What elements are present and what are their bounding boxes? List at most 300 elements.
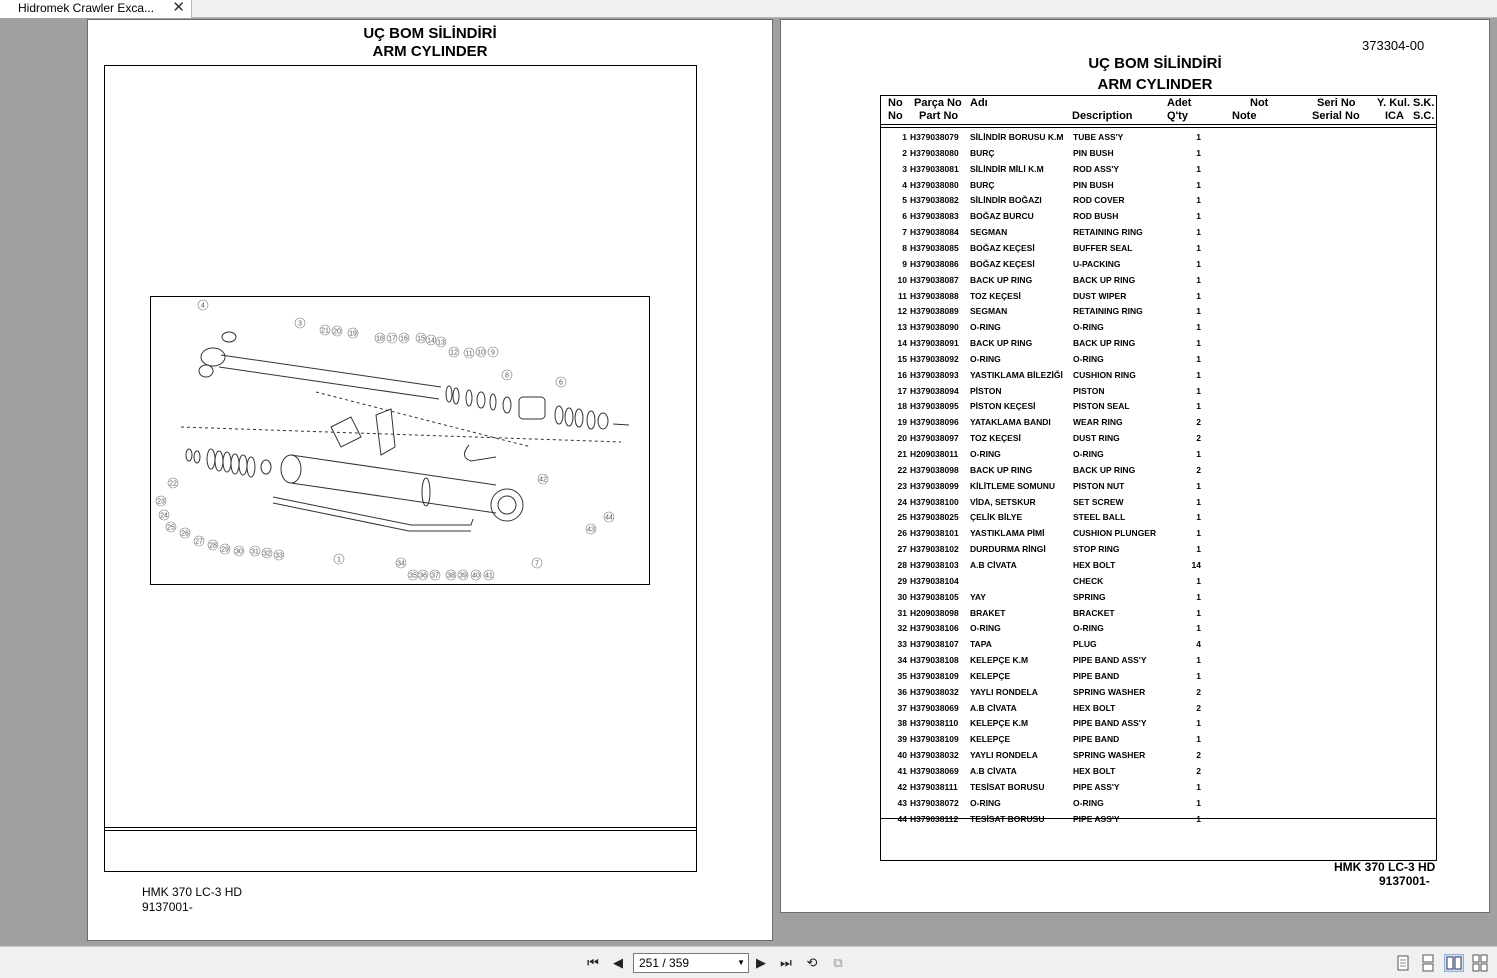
- row-number: 12: [897, 306, 907, 317]
- diagram-callout-label: 14: [427, 337, 435, 345]
- header-serial-tr: Seri No: [1317, 97, 1356, 109]
- diagram-callout-label: 16: [400, 335, 408, 343]
- part-description: SET SCREW: [1073, 496, 1124, 507]
- table-row: [881, 319, 1436, 335]
- part-number: H379038090: [910, 322, 959, 333]
- part-quantity: 1: [1196, 781, 1201, 792]
- right-footer-serial: 9137001-: [1379, 874, 1430, 888]
- row-number: 33: [897, 639, 907, 650]
- part-name-tr: KELEPÇE: [970, 734, 1011, 745]
- part-description: BACK UP RING: [1073, 338, 1136, 349]
- part-number: H379038102: [910, 544, 959, 555]
- part-quantity: 1: [1196, 322, 1201, 333]
- part-number: H379038025: [910, 512, 959, 523]
- row-number: 14: [897, 338, 907, 349]
- part-name-tr: VİDA, SETSKUR: [970, 496, 1036, 507]
- diagram-callout-label: 32: [263, 550, 271, 558]
- diagram-callout-label: 12: [450, 349, 458, 357]
- part-description: O-RING: [1073, 623, 1104, 634]
- page-number-display: 251 / 359: [639, 956, 690, 970]
- diagram-callout-label: 40: [472, 572, 480, 580]
- row-number: 27: [897, 544, 907, 555]
- part-quantity: 1: [1196, 353, 1201, 364]
- diagram-callout-label: 31: [251, 548, 259, 556]
- part-number: H379038101: [910, 528, 959, 539]
- copy-icon[interactable]: ⧉: [833, 955, 843, 970]
- part-number: H209038011: [910, 449, 959, 459]
- part-description: O-RING: [1073, 449, 1104, 459]
- table-row: [881, 652, 1436, 668]
- row-number: 2: [902, 147, 907, 158]
- part-name-tr: BRAKET: [970, 607, 1006, 618]
- diagram-callout-label: 22: [169, 480, 177, 488]
- part-quantity: 1: [1196, 575, 1201, 586]
- row-number: 28: [897, 559, 907, 570]
- row-number: 8: [902, 242, 907, 253]
- part-name-tr: KİLİTLEME SOMUNU: [970, 480, 1055, 491]
- row-number: 43: [897, 797, 907, 808]
- table-row: [881, 509, 1436, 525]
- part-number: H379038106: [910, 623, 959, 634]
- part-name-tr: O-RING: [970, 623, 1001, 634]
- diagram-callout-label: 1: [337, 556, 341, 564]
- part-number: H379038087: [910, 274, 959, 285]
- table-row: [881, 763, 1436, 779]
- part-name-tr: YAYLI RONDELA: [970, 686, 1038, 697]
- diagram-callout-label: 43: [587, 526, 595, 534]
- diagram-callout-label: 25: [167, 524, 175, 532]
- part-quantity: 1: [1196, 591, 1201, 602]
- part-quantity: 1: [1196, 179, 1201, 190]
- part-number: H379038085: [910, 242, 959, 253]
- part-name-tr: SİLİNDİR BORUSU K.M: [970, 132, 1064, 142]
- row-number: 19: [897, 417, 907, 428]
- part-quantity: 1: [1196, 147, 1201, 158]
- part-quantity: 2: [1196, 766, 1201, 776]
- diagram-callout-label: 24: [160, 512, 168, 520]
- part-name-tr: BOĞAZ BURCU: [970, 211, 1034, 222]
- first-page-icon[interactable]: ⏮: [587, 955, 599, 970]
- diagram-callout-label: 10: [477, 349, 485, 357]
- part-quantity: 1: [1196, 607, 1201, 618]
- diagram-callout-label: 13: [437, 339, 445, 347]
- part-quantity: 1: [1196, 195, 1201, 206]
- table-row: [881, 462, 1436, 478]
- table-row: [881, 478, 1436, 494]
- table-row: [881, 414, 1436, 430]
- diagram-callout-label: 34: [397, 560, 405, 568]
- part-number: H379038098: [910, 464, 959, 475]
- diagram-callout-label: 4: [201, 302, 205, 310]
- part-description: PISTON: [1073, 385, 1105, 396]
- part-name-tr: A.B CİVATA: [970, 766, 1017, 776]
- part-quantity: 1: [1196, 242, 1201, 253]
- part-quantity: 1: [1196, 385, 1201, 396]
- header-sc-tr: S.K.: [1413, 97, 1435, 109]
- part-name-tr: TAPA: [970, 639, 992, 650]
- row-number: 44: [897, 813, 907, 824]
- part-name-tr: TESİSAT BORUSU: [970, 781, 1045, 792]
- header-note-en: Note: [1232, 110, 1257, 122]
- row-number: 18: [897, 401, 907, 412]
- part-quantity: 1: [1196, 813, 1201, 824]
- part-number: H379038109: [910, 670, 959, 681]
- table-row: [881, 541, 1436, 557]
- part-number: H379038079: [910, 132, 959, 142]
- left-footer-serial: 9137001-: [142, 900, 193, 914]
- part-quantity: 2: [1196, 686, 1201, 697]
- part-number: H379038080: [910, 147, 959, 158]
- header-no-en: No: [888, 110, 903, 122]
- left-title-en: ARM CYLINDER: [372, 43, 488, 60]
- right-footer-model: HMK 370 LC-3 HD: [1334, 860, 1436, 874]
- row-number: 29: [897, 575, 907, 586]
- part-number: H379038099: [910, 480, 959, 491]
- part-quantity: 1: [1196, 734, 1201, 745]
- viewer-toolbar: [0, 946, 1497, 978]
- diagram-callout-label: 35: [409, 572, 417, 580]
- table-row: [881, 779, 1436, 795]
- page-number-select[interactable]: [633, 953, 749, 973]
- part-description: CHECK: [1073, 575, 1104, 586]
- part-quantity: 14: [1191, 559, 1201, 570]
- table-row: [881, 351, 1436, 367]
- row-number: 16: [897, 369, 907, 380]
- part-description: PLUG: [1073, 639, 1097, 650]
- table-row: [881, 256, 1436, 272]
- part-quantity: 1: [1196, 480, 1201, 491]
- table-row: [881, 161, 1436, 177]
- part-number: H379038096: [910, 417, 959, 428]
- table-row: [881, 494, 1436, 510]
- part-description: DUST WIPER: [1073, 290, 1127, 301]
- table-row: [881, 684, 1436, 700]
- diagram-callout-label: 21: [321, 327, 329, 335]
- part-quantity: 2: [1196, 702, 1201, 713]
- diagram-callout-label: 19: [349, 330, 357, 338]
- diagram-callout-label: 23: [157, 498, 165, 506]
- continuous-icon[interactable]: [1418, 954, 1438, 972]
- left-page: [87, 19, 773, 941]
- row-number: 3: [902, 163, 907, 174]
- part-description: STEEL BALL: [1073, 512, 1126, 523]
- diagram-callout-label: 11: [465, 350, 473, 358]
- frame-divider-2: [104, 830, 697, 831]
- table-row: [881, 715, 1436, 731]
- part-description: SPRING WASHER: [1073, 750, 1146, 761]
- table-row: [881, 525, 1436, 541]
- two-page-icon[interactable]: [1444, 954, 1464, 972]
- part-quantity: 1: [1196, 132, 1201, 142]
- part-description: HEX BOLT: [1073, 559, 1116, 570]
- part-name-tr: BURÇ: [970, 147, 995, 158]
- part-description: PISTON NUT: [1073, 480, 1125, 491]
- two-page-continuous-icon[interactable]: [1470, 954, 1490, 972]
- part-quantity: 2: [1196, 417, 1201, 428]
- part-number: H379038104: [910, 575, 959, 586]
- part-name-tr: DURDURMA RİNGİ: [970, 544, 1046, 555]
- exploded-diagram-frame: [150, 296, 650, 585]
- table-row: [881, 335, 1436, 351]
- part-quantity: 1: [1196, 274, 1201, 285]
- row-number: 5: [902, 195, 907, 206]
- row-number: 42: [897, 781, 907, 792]
- part-number: H379038072: [910, 797, 959, 808]
- part-name-tr: KELEPÇE: [970, 670, 1011, 681]
- part-description: O-RING: [1073, 797, 1104, 808]
- prev-page-icon[interactable]: ◀: [613, 955, 623, 970]
- part-number: H379038093: [910, 369, 959, 380]
- part-name-tr: BOĞAZ KEÇESİ: [970, 242, 1035, 253]
- part-quantity: 1: [1196, 449, 1201, 459]
- table-row: [881, 208, 1436, 224]
- diagram-callout-label: 37: [431, 572, 439, 580]
- tab-title: Hidromek Crawler Exca...: [18, 1, 155, 15]
- header-no-tr: No: [888, 97, 903, 109]
- row-number: 30: [897, 591, 907, 602]
- part-quantity: 1: [1196, 211, 1201, 222]
- part-number: H379038097: [910, 433, 959, 444]
- diagram-callout-label: 18: [376, 335, 384, 343]
- diagram-callout-label: 26: [181, 530, 189, 538]
- part-number: H379038094: [910, 385, 959, 396]
- rotate-icon[interactable]: ⟲: [806, 955, 818, 970]
- part-number: H379038082: [910, 195, 959, 206]
- part-name-tr: BACK UP RING: [970, 338, 1033, 349]
- part-name-tr: O-RING: [970, 322, 1001, 333]
- part-number: H379038112: [910, 813, 959, 824]
- row-number: 32: [897, 623, 907, 634]
- header-part-en: Part No: [919, 110, 959, 122]
- row-number: 17: [897, 385, 907, 396]
- part-number: H379038080: [910, 179, 959, 190]
- part-description: PIPE BAND: [1073, 734, 1120, 745]
- diagram-callout-label: 6: [559, 379, 563, 387]
- part-number: H379038084: [910, 227, 959, 238]
- table-row: [881, 398, 1436, 414]
- row-number: 20: [897, 433, 907, 444]
- part-number: H379038088: [910, 290, 959, 301]
- row-number: 35: [897, 670, 907, 681]
- diagram-callout-label: 29: [221, 546, 229, 554]
- part-name-tr: O-RING: [970, 353, 1001, 364]
- part-description: CUSHION RING: [1073, 369, 1136, 380]
- part-number: H379038107: [910, 639, 959, 650]
- header-name-tr: Adı: [970, 97, 988, 109]
- table-row: [881, 700, 1436, 716]
- part-description: TUBE ASS'Y: [1073, 132, 1124, 142]
- diagram-callout-label: 36: [419, 572, 427, 580]
- part-number: H379038110: [910, 718, 959, 729]
- left-title-tr: UÇ BOM SİLİNDİRİ: [363, 25, 497, 42]
- part-description: PIN BUSH: [1073, 179, 1114, 190]
- part-quantity: 2: [1196, 464, 1201, 475]
- part-number: H379038105: [910, 591, 959, 602]
- part-description: DUST RING: [1073, 433, 1120, 444]
- row-number: 34: [897, 655, 907, 666]
- part-name-tr: ÇELİK BİLYE: [970, 512, 1023, 523]
- part-name-tr: SİLİNDİR BOĞAZI: [970, 195, 1042, 206]
- part-quantity: 1: [1196, 797, 1201, 808]
- diagram-callout-label: 20: [333, 328, 341, 336]
- table-row: [881, 668, 1436, 684]
- row-number: 38: [897, 718, 907, 729]
- part-quantity: 1: [1196, 670, 1201, 681]
- chevron-down-icon: ▼: [737, 958, 745, 967]
- part-description: PIPE BAND ASS'Y: [1073, 655, 1147, 666]
- tab-bar: [0, 0, 1497, 18]
- part-name-tr: YATAKLAMA BANDI: [970, 417, 1051, 428]
- part-number: H379038111: [910, 781, 958, 792]
- arm-cylinder-exploded-diagram: [151, 297, 649, 584]
- part-description: ROD ASS'Y: [1073, 163, 1120, 174]
- header-divider-2: [881, 127, 1436, 128]
- part-number: H379038091: [910, 338, 959, 349]
- part-number: H379038032: [910, 750, 959, 761]
- part-number: H379038092: [910, 353, 959, 364]
- part-number: H379038100: [910, 496, 959, 507]
- part-name-tr: YASTIKLAMA PİMİ: [970, 528, 1045, 539]
- part-quantity: 1: [1196, 338, 1201, 349]
- row-number: 37: [897, 702, 907, 713]
- part-description: SPRING: [1073, 591, 1106, 602]
- part-quantity: 1: [1196, 227, 1201, 238]
- parts-table: [880, 95, 1437, 861]
- part-name-tr: TOZ KEÇESİ: [970, 290, 1021, 301]
- row-number: 11: [898, 290, 907, 301]
- part-number: H379038089: [910, 306, 959, 317]
- diagram-callout-label: 39: [459, 572, 467, 580]
- part-description: PIN BUSH: [1073, 147, 1114, 158]
- table-row: [881, 636, 1436, 652]
- part-description: PISTON SEAL: [1073, 401, 1130, 412]
- last-page-icon[interactable]: ⏭: [780, 955, 792, 970]
- part-description: BUFFER SEAL: [1073, 242, 1133, 253]
- part-number: H379038109: [910, 734, 959, 745]
- row-number: 31: [897, 607, 907, 618]
- part-quantity: 1: [1196, 623, 1201, 634]
- right-title-tr: UÇ BOM SİLİNDİRİ: [1088, 55, 1222, 72]
- part-quantity: 1: [1196, 163, 1201, 174]
- part-number: H379038103: [910, 559, 959, 570]
- part-number: H379038108: [910, 655, 959, 666]
- diagram-callout-label: 28: [209, 542, 217, 550]
- row-number: 26: [897, 528, 907, 539]
- table-row: [881, 303, 1436, 319]
- part-name-tr: KELEPÇE K.M: [970, 655, 1029, 666]
- diagram-callout-label: 27: [195, 538, 203, 546]
- part-description: BRACKET: [1073, 607, 1115, 618]
- part-name-tr: A.B CİVATA: [970, 702, 1017, 713]
- next-page-icon[interactable]: ▶: [756, 955, 766, 970]
- diagram-callout-label: 3: [298, 320, 302, 328]
- row-number: 39: [897, 734, 907, 745]
- part-description: BACK UP RING: [1073, 464, 1136, 475]
- row-number: 10: [897, 274, 907, 285]
- row-number: 6: [902, 211, 907, 222]
- part-description: HEX BOLT: [1073, 702, 1116, 713]
- table-row: [881, 620, 1436, 636]
- footer-divider: [881, 818, 1436, 819]
- part-description: PIPE ASS'Y: [1073, 813, 1120, 824]
- table-row: [881, 224, 1436, 240]
- row-number: 41: [897, 766, 907, 776]
- diagram-callout-label: 33: [275, 552, 283, 560]
- part-quantity: 1: [1196, 258, 1201, 269]
- header-note-tr: Not: [1250, 97, 1269, 109]
- diagram-callout-label: 7: [535, 560, 539, 568]
- right-title-en: ARM CYLINDER: [1097, 76, 1213, 93]
- table-row: [881, 272, 1436, 288]
- part-name-tr: KELEPÇE K.M: [970, 718, 1029, 729]
- part-description: U-PACKING: [1073, 258, 1121, 269]
- part-quantity: 1: [1196, 655, 1201, 666]
- part-name-tr: YASTIKLAMA BİLEZİĞİ: [970, 369, 1063, 380]
- part-name-tr: BACK UP RING: [970, 274, 1033, 285]
- diagram-callout-label: 9: [491, 349, 495, 357]
- part-description: SPRING WASHER: [1073, 686, 1146, 697]
- table-row: [881, 557, 1436, 573]
- row-number: 9: [902, 258, 907, 269]
- part-quantity: 4: [1196, 639, 1201, 650]
- part-name-tr: SEGMAN: [970, 227, 1008, 238]
- header-qty-en: Q'ty: [1167, 110, 1188, 122]
- part-description: ROD BUSH: [1073, 211, 1119, 222]
- part-quantity: 1: [1196, 290, 1201, 301]
- close-icon[interactable]: ✕: [172, 0, 185, 16]
- row-number: 40: [897, 750, 907, 761]
- table-row: [881, 288, 1436, 304]
- header-part-tr: Parça No: [914, 97, 962, 109]
- row-number: 4: [902, 179, 907, 190]
- row-number: 25: [897, 512, 907, 523]
- part-quantity: 1: [1196, 306, 1201, 317]
- part-description: CUSHION PLUNGER: [1073, 528, 1157, 539]
- part-description: WEAR RING: [1073, 417, 1123, 428]
- table-row: [881, 430, 1436, 446]
- part-name-tr: TESİSAT BORUSU: [970, 813, 1045, 824]
- part-quantity: 2: [1196, 750, 1201, 761]
- table-row: [881, 731, 1436, 747]
- part-description: BACK UP RING: [1073, 274, 1136, 285]
- part-name-tr: SEGMAN: [970, 306, 1008, 317]
- row-number: 22: [897, 464, 907, 475]
- table-row: [881, 367, 1436, 383]
- part-number: H379038081: [910, 163, 959, 174]
- part-description: O-RING: [1073, 353, 1104, 364]
- part-name-tr: O-RING: [970, 449, 1001, 459]
- table-row: [881, 383, 1436, 399]
- part-name-tr: PİSTON: [970, 385, 1002, 396]
- table-row: [881, 177, 1436, 193]
- diagram-callout-label: 15: [417, 335, 425, 343]
- part-quantity: 1: [1196, 496, 1201, 507]
- part-description: O-RING: [1073, 322, 1104, 333]
- document-tab[interactable]: [0, 0, 192, 18]
- header-desc-en: Description: [1072, 110, 1133, 122]
- table-row: [881, 605, 1436, 621]
- diagram-callout-label: 17: [388, 335, 396, 343]
- table-row: [881, 129, 1436, 145]
- part-number: H379038032: [910, 686, 959, 697]
- diagram-callout-label: 38: [447, 572, 455, 580]
- single-page-icon[interactable]: [1393, 954, 1413, 972]
- table-row: [881, 240, 1436, 256]
- doc-number: 373304-00: [1362, 38, 1425, 53]
- part-description: HEX BOLT: [1073, 766, 1116, 776]
- diagram-callout-label: 44: [605, 514, 613, 522]
- part-quantity: 1: [1196, 401, 1201, 412]
